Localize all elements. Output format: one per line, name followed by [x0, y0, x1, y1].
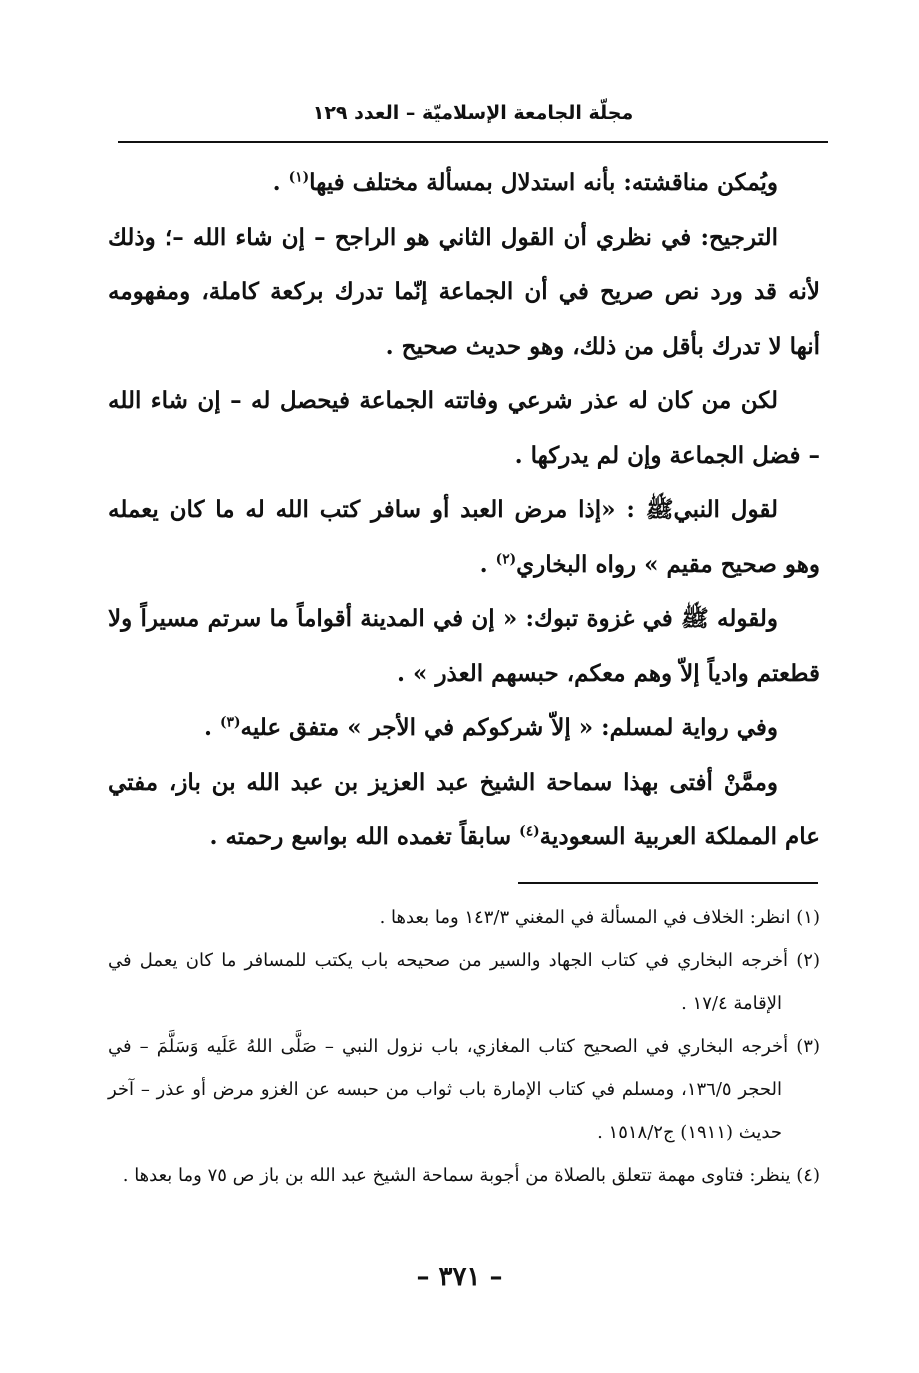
- paragraph-preference: الترجيح: في نظري أن القول الثاني هو الراجح – إن شاء الله –؛ وذلك لأنه قد ورد نص صريح في أن الجماعة إنّما تدرك بركعة كاملة، ومفهومه أنها لا تدرك بأقل من ذلك، وهو حديث صحيح .: [108, 223, 820, 360]
- paragraph-hadith-bukhari: لقول النبيﷺ : «إذا مرض العبد أو سافر كتب الله له ما كان يعمله وهو صحيح مقيم » رواه البخاري$^{(٢)}$ .: [108, 496, 820, 578]
- page-number: – ٣٧١ –: [416, 1262, 503, 1292]
- footnote-number: (٢): [796, 950, 820, 971]
- footnote-number: (١): [796, 907, 820, 928]
- footnote-ref-1: (١): [288, 169, 310, 186]
- footnote-divider: [518, 882, 818, 884]
- footnote-ref-2: (٢): [495, 550, 517, 567]
- running-header: [118, 102, 828, 124]
- footnotes: [108, 896, 820, 1197]
- paragraph-muslim: وفي رواية لمسلم: « إلاّ شركوكم في الأجر » متفق عليه$^{(٣)}$ .: [204, 714, 778, 741]
- header-divider: [118, 141, 828, 143]
- main-text: [108, 156, 820, 865]
- paragraph-excuse: لكن من كان له عذر شرعي وفاتته الجماعة فيحصل له – إن شاء الله – فضل الجماعة وإن لم يدركها .: [108, 387, 820, 469]
- paragraph-tabuk: ولقوله ﷺ في غزوة تبوك: « إن في المدينة أقواماً ما سرتم مسيراً ولا قطعتم وادياً إلاّ وهم معكم، حبسهم العذر » .: [108, 605, 820, 687]
- footnote-2: (٢) أخرجه البخاري في كتاب الجهاد والسير من صحيحه باب يكتب للمسافر ما كان يعمل في الإقامة ١٧/٤ .: [108, 950, 820, 1014]
- footnote-1: (١) انظر: الخلاف في المسألة في المغني ١٤٣/٣ وما بعدها .: [379, 907, 820, 928]
- footnote-ref-3: (٣): [220, 714, 241, 731]
- journal-title: مجلّة الجامعة الإسلاميّة – العدد ١٢٩: [312, 102, 634, 124]
- footnote-3: (٣) أخرجه البخاري في الصحيح كتاب المغازي، باب نزول النبي – صَلَّى اللهُ عَلَيه وَسَلَّمَ – في الحجر ١٣٦/٥، ومسلم في كتاب الإمارة باب ثواب من حبسه عن الغزو مرض أو عذر – آخر حديث (١٩١١) ج١٥١٨/٢ .: [108, 1036, 820, 1143]
- paragraph-discussion: ويُمكن مناقشته: بأنه استدلال بمسألة مختلف فيها$^{(١)}$ .: [272, 169, 778, 196]
- footnote-number: (٤): [796, 1165, 820, 1186]
- footnote-ref-4: (٤): [519, 823, 540, 840]
- paragraph-fatwa: وممَّنْ أفتى بهذا سماحة الشيخ عبد العزيز بن عبد الله بن باز، مفتي عام المملكة العربية السعودية$^{(٤)}$ سابقاً تغمده الله بواسع رحمته .: [108, 768, 820, 850]
- footnote-number: (٣): [796, 1036, 820, 1057]
- footnote-4: (٤) ينظر: فتاوى مهمة تتعلق بالصلاة من أجوبة سماحة الشيخ عبد الله بن باز ص ٧٥ وما بعدها .: [122, 1165, 820, 1186]
